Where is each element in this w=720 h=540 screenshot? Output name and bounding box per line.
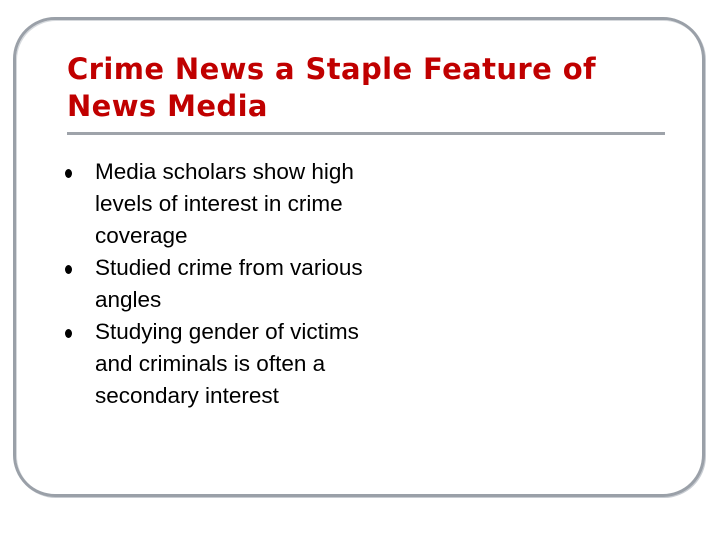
bullet-item <box>62 252 382 316</box>
title-divider <box>67 132 665 135</box>
bullet-item <box>62 316 382 412</box>
bullet-list <box>62 156 382 412</box>
bullet-marker-icon <box>65 169 72 178</box>
bullet-text: Media scholars show high levels of interest in crime coverage <box>95 159 354 248</box>
bullet-item <box>62 156 382 252</box>
bullet-marker-icon <box>65 329 72 338</box>
bullet-text: Studied crime from various angles <box>95 255 363 312</box>
bullet-marker-icon <box>65 265 72 274</box>
bullet-text: Studying gender of victims and criminals is often a secondary interest <box>95 319 359 408</box>
slide-title: Crime News a Staple Feature of News Media <box>67 52 597 123</box>
